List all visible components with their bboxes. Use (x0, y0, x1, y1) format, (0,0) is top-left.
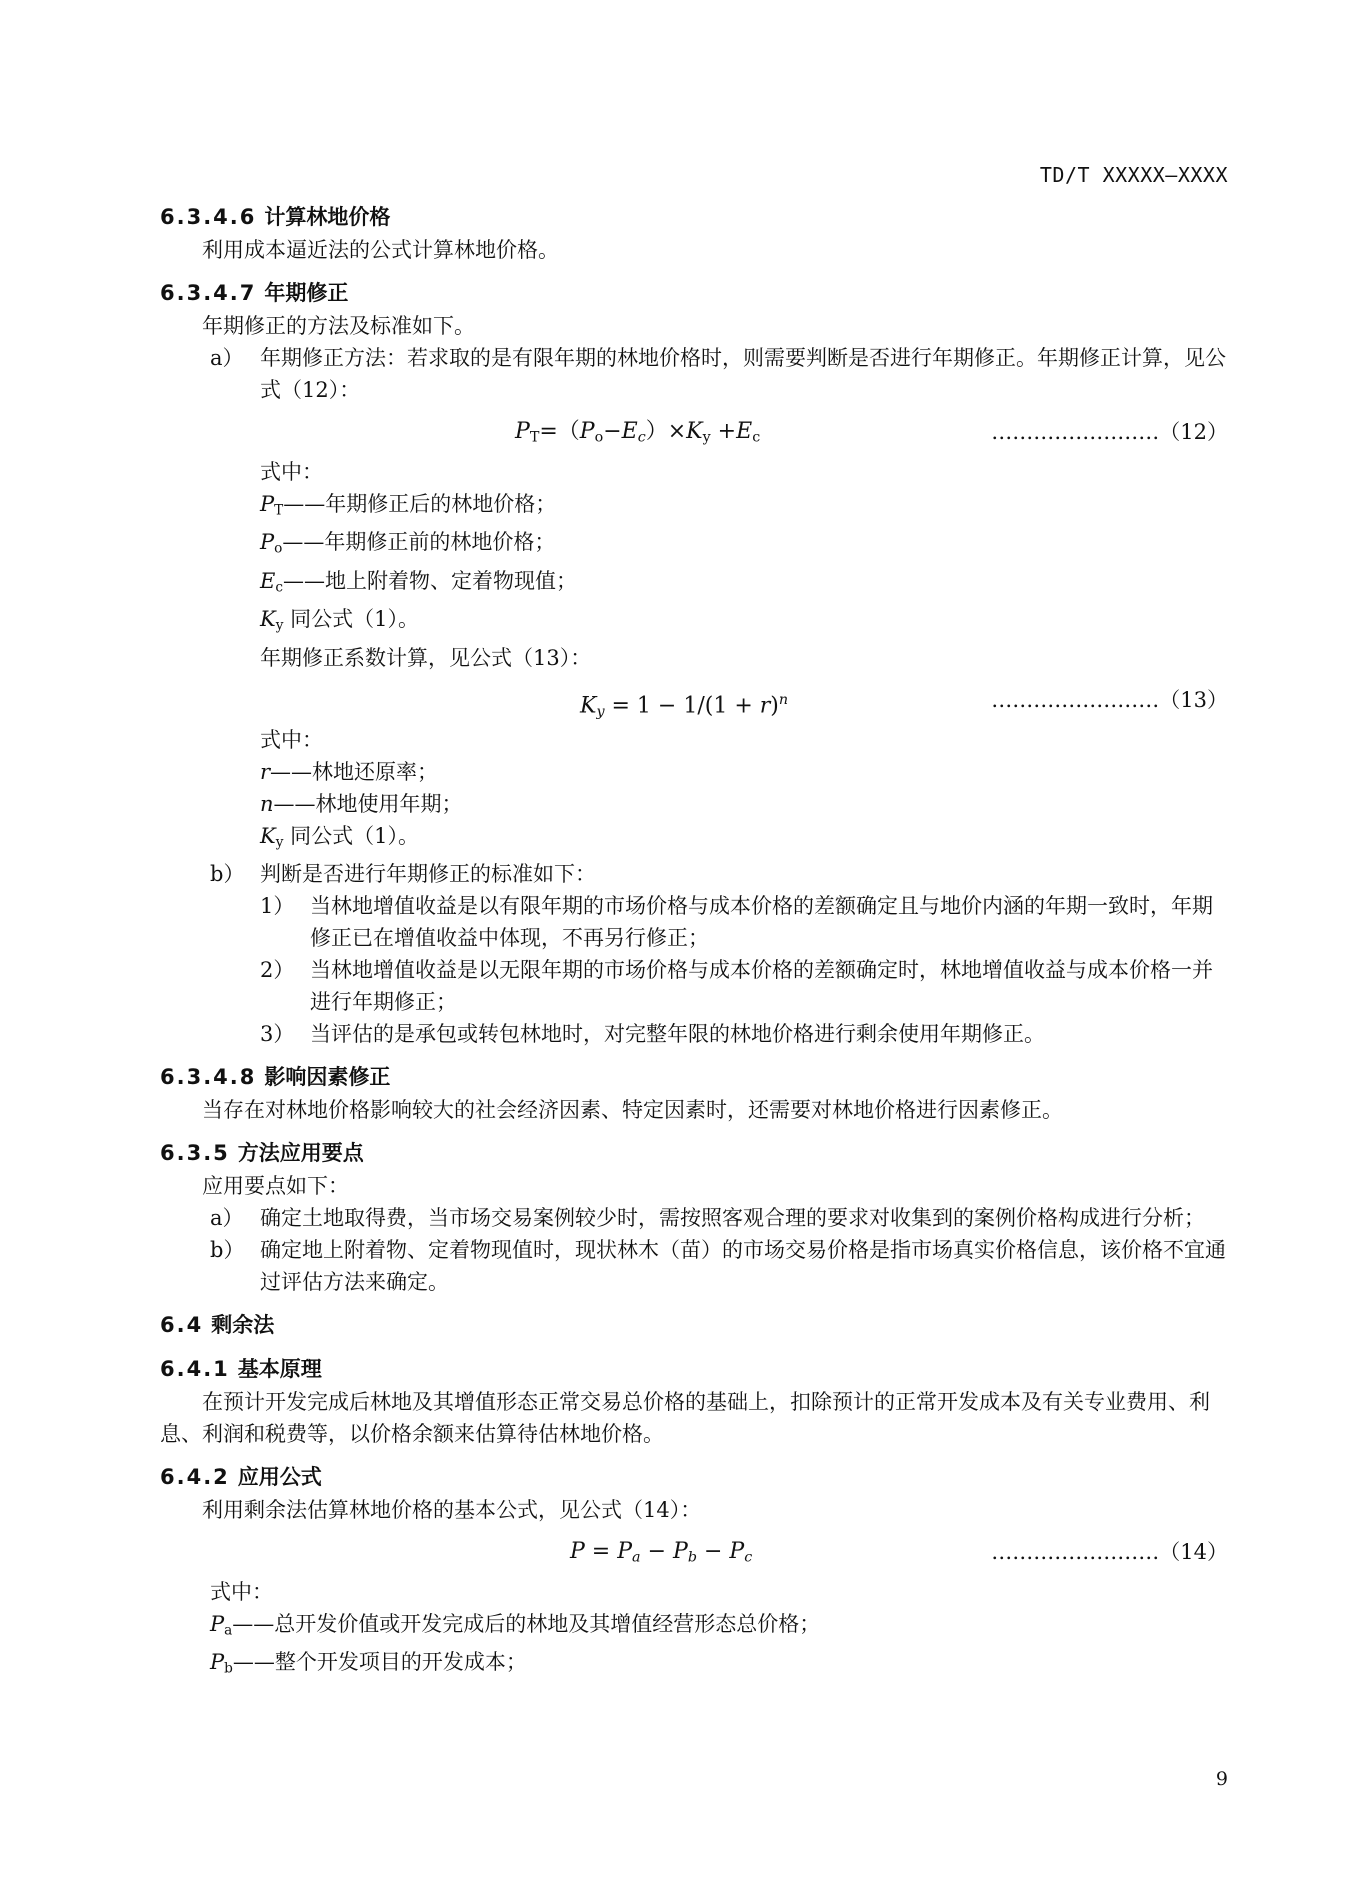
formula-14-legend (160, 1576, 1228, 1685)
list-text: 确定地上附着物、定着物现值时，现状林木（苗）的市场交易价格是指市场真实价格信息，该价格不宜通过评估方法来确定。 (260, 1238, 1226, 1295)
coefficient-intro: 年期修正系数计算，见公式（13）： (260, 645, 592, 670)
formula-14 (160, 1532, 1228, 1572)
heading-6-4 (160, 1308, 1228, 1342)
document-code: TD/T XXXXX—XXXX (1039, 163, 1228, 187)
list-item-a (160, 342, 1228, 406)
paragraph: 当存在对林地价格影响较大的社会经济因素、特定因素时，还需要对林地价格进行因素修正。 (202, 1098, 1063, 1123)
sub-list-item (160, 1018, 1228, 1050)
definition-item: r——林地还原率； (260, 759, 439, 784)
formula-number: ……………………（14） (991, 1540, 1228, 1565)
formula-13-legend (160, 724, 1228, 858)
definition-item: $P_b——$整个开发项目的开发成本； (210, 1650, 527, 1677)
section-title: 应用公式 (237, 1465, 322, 1490)
paragraph: 利用成本逼近法的公式计算林地价格。 (202, 238, 559, 262)
list-text: 当林地增值收益是以无限年期的市场价格与成本价格的差额确定时，林地增值收益与成本价格一并进行年期修正； (310, 958, 1213, 1015)
definition-item: $E_c——$地上附着物、定着物现值； (260, 568, 577, 596)
section-number: 6.3.4.7 (160, 281, 257, 305)
heading-6-4-1 (160, 1352, 1228, 1386)
list-text: 确定土地取得费，当市场交易案例较少时，需按照客观合理的要求对收集到的案例价格构成进行分析； (260, 1206, 1205, 1231)
list-item-b (160, 858, 1228, 890)
section-title: 基本原理 (237, 1357, 322, 1382)
heading-6-3-4-8 (160, 1060, 1228, 1094)
section-number: 6.3.4.6 (160, 205, 257, 229)
heading-6-3-4-7 (160, 276, 1228, 310)
list-text: 当林地增值收益是以有限年期的市场价格与成本价格的差额确定且与地价内涵的年期一致时，年期修正已在增值收益中体现，不再另行修正； (310, 894, 1213, 951)
section-number: 6.4.2 (160, 1465, 230, 1490)
list-item (160, 1202, 1228, 1234)
definition-item: n——林地使用年期； (260, 791, 463, 816)
heading-6-3-5 (160, 1136, 1228, 1170)
formula-expression: $P = P_a - P_b - P_c$ (570, 1539, 753, 1566)
formula-13 (160, 680, 1228, 720)
definition-item: $K_y$ 同公式（1）。 (260, 607, 419, 634)
formula-12 (160, 412, 1228, 452)
list-marker: 2） (260, 958, 295, 983)
list-marker: 1） (260, 894, 295, 919)
list-marker: a） (210, 346, 244, 370)
formula-expression: $K_y = 1 - 1/(1 + r)^n$ (580, 691, 789, 720)
section-number: 6.4.1 (160, 1357, 230, 1382)
page-number: 9 (1215, 1768, 1228, 1790)
section-title: 计算林地价格 (264, 205, 391, 229)
formula-12-legend (160, 456, 1228, 674)
paragraph: 利用剩余法估算林地价格的基本公式，见公式（14）： (202, 1498, 702, 1523)
section-title: 年期修正 (264, 281, 349, 305)
paragraph: 在预计开发完成后林地及其增值形态正常交易总价格的基础上，扣除预计的正常开发成本及有关专业费用、利息、利润和税费等，以价格余额来估算待估林地价格。 (160, 1390, 1210, 1447)
section-number: 6.3.4.8 (160, 1065, 257, 1090)
section-title: 剩余法 (211, 1313, 275, 1338)
formula-number: ……………………（12） (991, 420, 1228, 444)
where-label: 式中： (210, 1580, 273, 1605)
definition-item: $P_T——$年期修正后的林地价格； (260, 492, 557, 519)
paragraph: 应用要点如下： (202, 1174, 349, 1199)
definition-item: $P_a——$总开发价值或开发完成后的林地及其增值经营形态总价格； (210, 1612, 821, 1639)
section-number: 6.3.5 (160, 1141, 230, 1166)
heading-6-4-2 (160, 1460, 1228, 1494)
section-number: 6.4 (160, 1313, 204, 1338)
section-title: 影响因素修正 (264, 1065, 391, 1090)
definition-item: $K_y$ 同公式（1）。 (260, 823, 419, 851)
list-text: 年期修正方法：若求取的是有限年期的林地价格时，则需要判断是否进行年期修正。年期修正计算，见公式（12）： (260, 346, 1226, 402)
document-body (160, 200, 1228, 1685)
paragraph: 年期修正的方法及标准如下。 (202, 314, 475, 338)
definition-item: $P_o——$年期修正前的林地价格； (260, 530, 556, 557)
sub-list-item (160, 954, 1228, 1018)
formula-number: ……………………（13） (991, 687, 1228, 712)
sub-list-item (160, 890, 1228, 954)
list-marker: a） (210, 1206, 244, 1231)
section-title: 方法应用要点 (237, 1141, 364, 1166)
where-label: 式中： (260, 727, 323, 752)
where-label: 式中： (260, 460, 323, 484)
formula-expression: $P_T=(P_o-E_c)\times K_y +E_c$ (515, 419, 761, 446)
list-text: 判断是否进行年期修正的标准如下： (260, 862, 596, 887)
list-marker: b） (210, 1238, 245, 1263)
list-item (160, 1234, 1228, 1298)
list-text: 当评估的是承包或转包林地时，对完整年限的林地价格进行剩余使用年期修正。 (310, 1022, 1045, 1047)
list-marker: b） (210, 862, 245, 887)
heading-6-3-4-6 (160, 200, 1228, 234)
list-marker: 3） (260, 1022, 295, 1047)
